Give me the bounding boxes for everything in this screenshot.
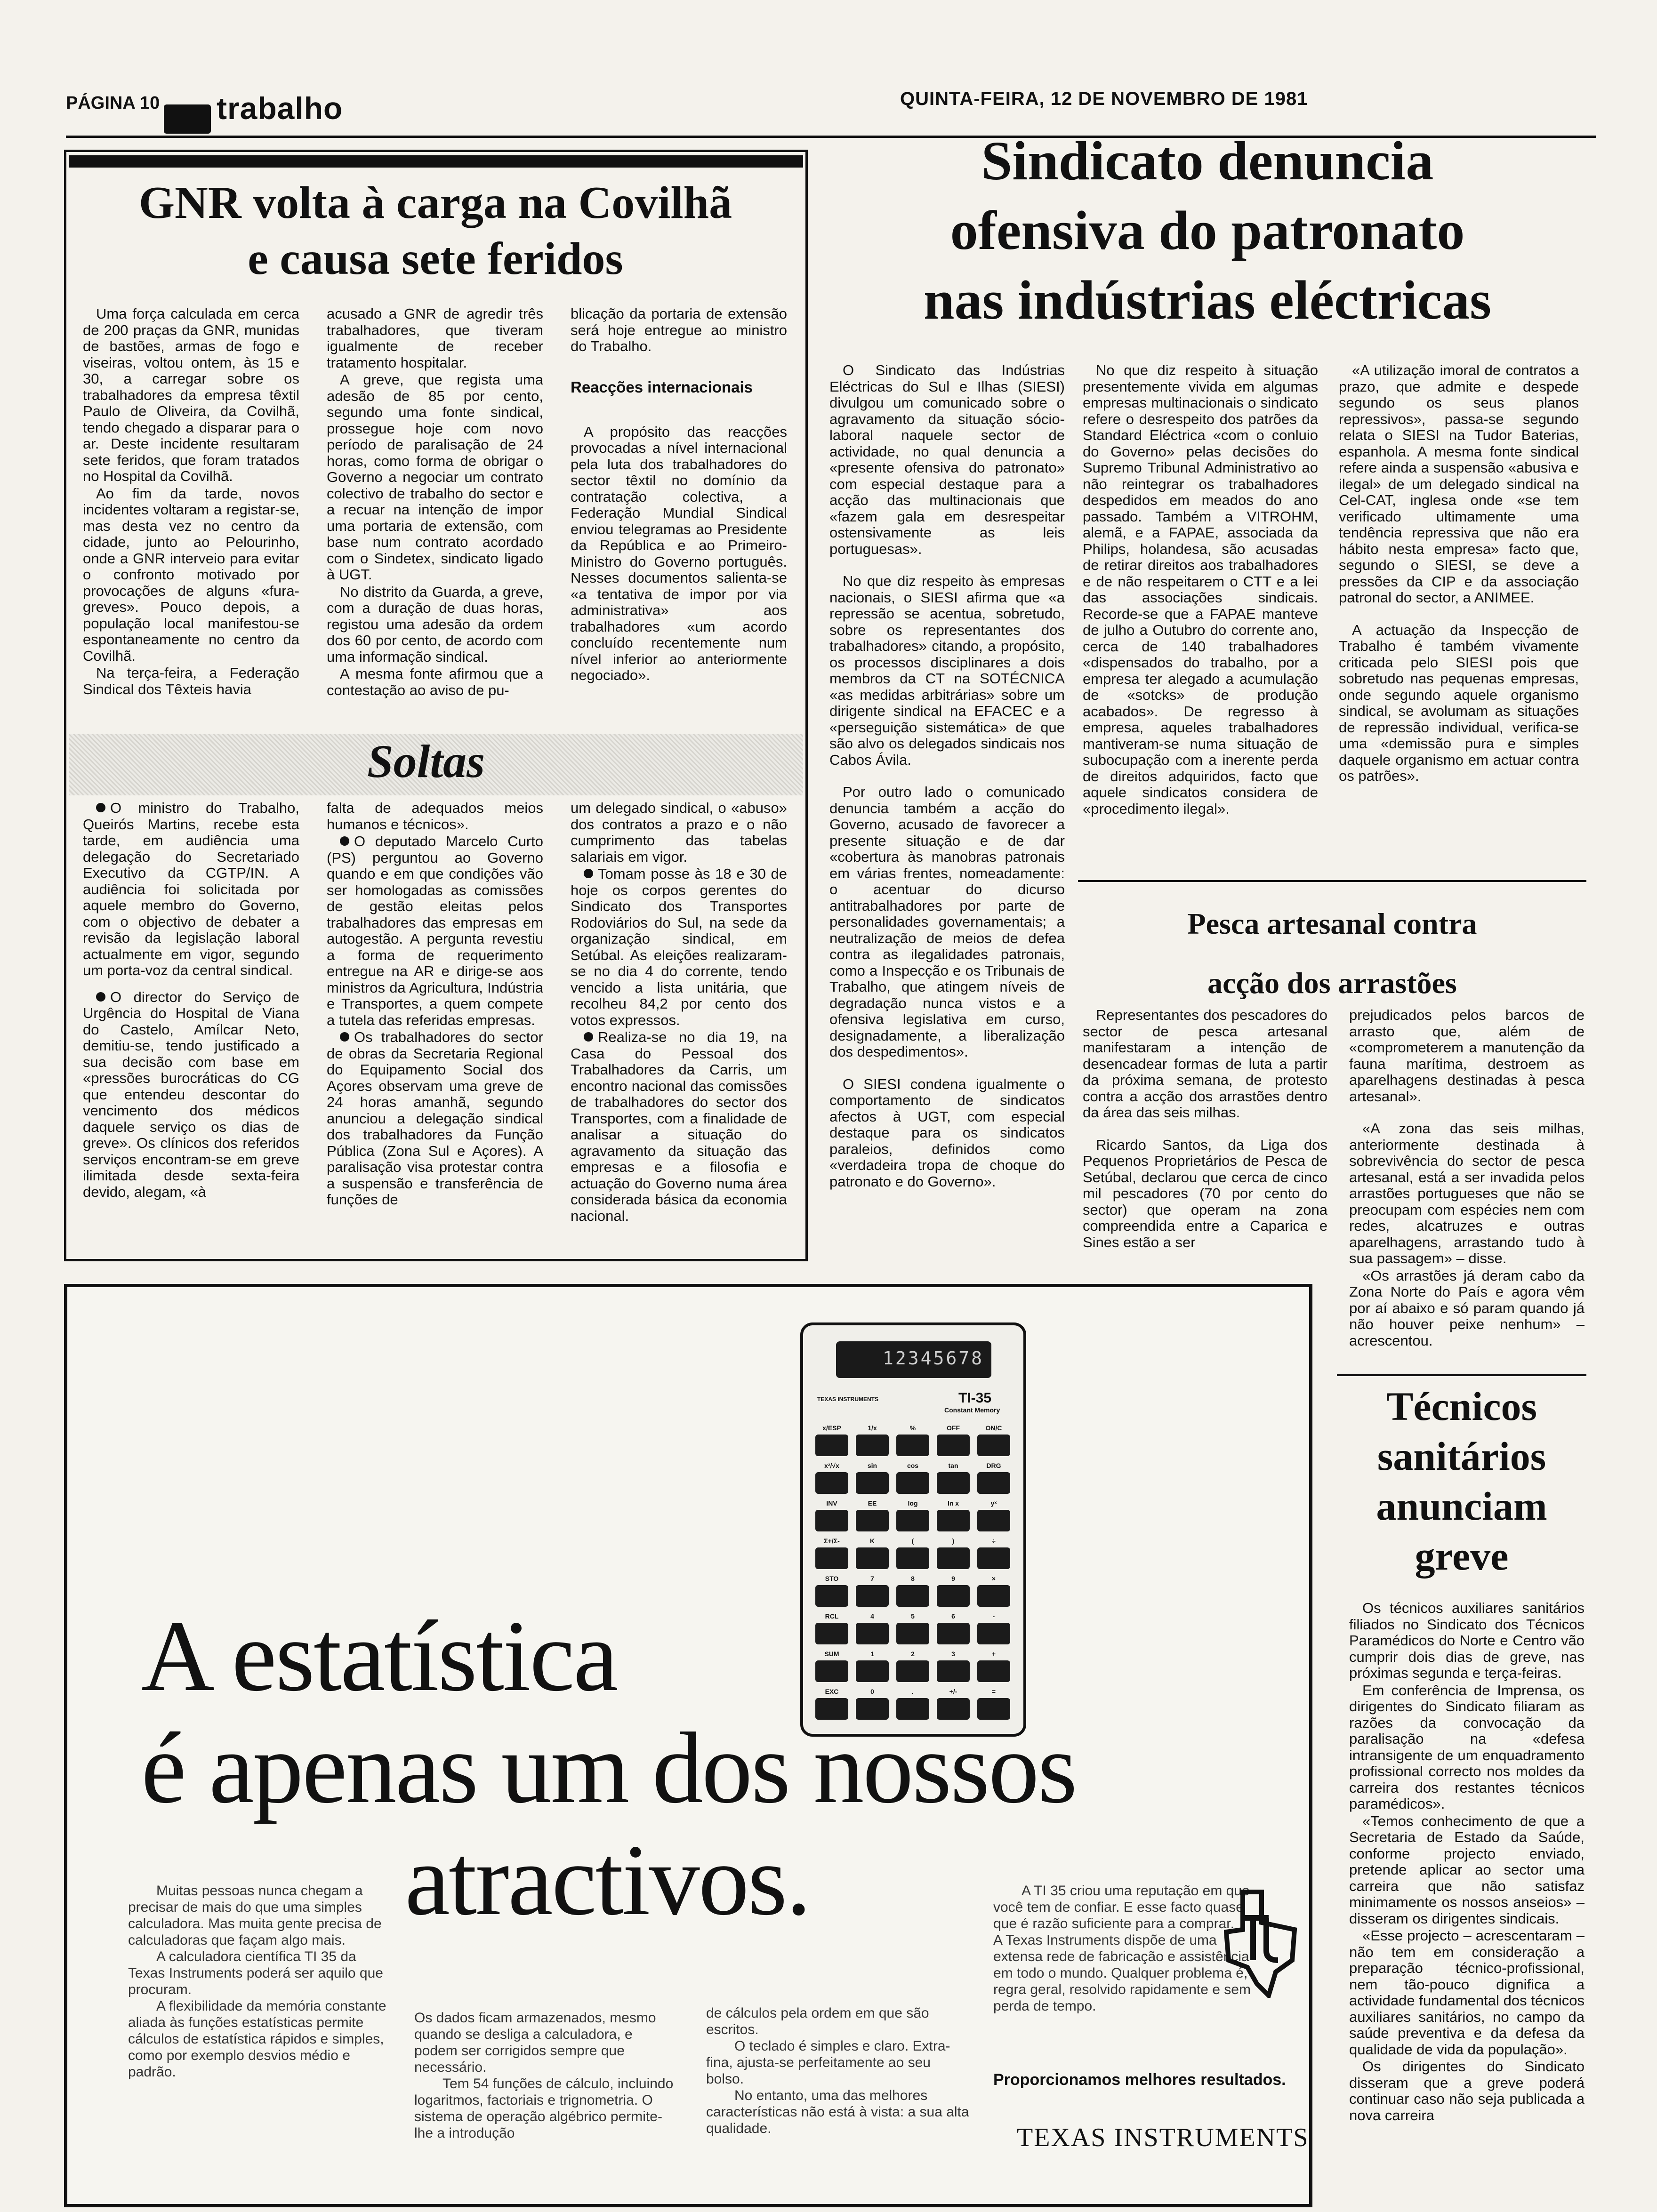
- bullet-icon: [96, 803, 105, 812]
- calculator-key-label: 1: [870, 1650, 874, 1658]
- calculator-key-label: 2: [911, 1650, 915, 1658]
- calculator-key-label: RCL: [825, 1612, 839, 1620]
- calculator-key-label: .: [912, 1688, 914, 1695]
- tecnicos-body: [1349, 1600, 1585, 2207]
- paragraph: Os dados ficam armazenados, mesmo quando se desliga a calculadora, e podem ser corrigidos sempre que necessário.: [414, 2010, 656, 2075]
- calculator-display-digits: 12345678: [882, 1348, 984, 1369]
- calculator-key: [896, 1472, 929, 1494]
- calculator-key: [896, 1510, 929, 1531]
- paragraph: «A zona das seis milhas, anteriormente destinada à sobrevivência do sector de pesca artesanal, está a ser invadida pelos arrastões portugueses que não se preocupam com espécies nem com redes, alcatruzes e outras aparelhagens, arrastando tudo à sua passagem» – disse.: [1349, 1120, 1585, 1266]
- list-item: O ministro do Trabalho, Queirós Martins, recebe esta tarde, em audiência uma delegação do Secretariado Executivo da CGTP/IN. A audiência foi solicitada por aquele membro do Governo, com o objectivo de debater a revisão da legislação laboral actualmente em vigor, segundo um porta-voz da central sindical.: [83, 800, 299, 978]
- calculator-key-label: INV: [826, 1499, 837, 1507]
- paragraph: Em conferência de Imprensa, os dirigentes do Sindicato filiaram as razões da convocação da paralisação na «defesa intransigente de um enquadramento profissional correcto nos moldes da carreira dos restantes técnicos paramédicos».: [1349, 1682, 1585, 1812]
- calculator-key-label: K: [869, 1537, 875, 1545]
- section-title: trabalho: [217, 91, 343, 126]
- calculator-key-label: EE: [868, 1499, 877, 1507]
- calculator-key: [815, 1547, 848, 1569]
- pesca-top-rule: [1078, 880, 1586, 882]
- calculator-maker: TEXAS INSTRUMENTS: [817, 1396, 879, 1403]
- texas-instruments-logo-icon: [1224, 1890, 1299, 1998]
- calculator-model-sub: Constant Memory: [944, 1406, 1000, 1414]
- paragraph: de cálculos pela ordem em que são escritos.: [706, 2005, 929, 2037]
- paragraph: O teclado é simples e claro. Extra-fina, ajusta-se perfeitamente ao seu bolso.: [706, 2038, 950, 2087]
- calculator-key: [856, 1472, 889, 1494]
- paragraph: A Texas Instruments dispõe de uma extensa rede de fabricação e assistência em todo o mundo. Qualquer problema é, regra geral, resolvido rapidamente e sem perda de tempo.: [993, 1932, 1251, 2014]
- ad-column-2: [414, 2010, 678, 2198]
- calculator-display: [836, 1341, 991, 1378]
- ad-column-4: [993, 1883, 1257, 2071]
- siesi-title: Sindicato denuncia ofensiva do patronato nas indústrias eléctricas: [923, 130, 1492, 331]
- siesi-column-2: [1083, 362, 1318, 861]
- calculator-model: TI-35: [958, 1390, 992, 1406]
- calculator-key: [856, 1510, 889, 1531]
- calculator-key-label: ): [952, 1537, 955, 1545]
- page-label: PÁGINA 10: [66, 93, 160, 113]
- paragraph: No distrito da Guarda, a greve, com a duração de duas horas, registou uma adesão da ordem dos 60 por cento, de acordo com uma informação sindical.: [327, 583, 543, 665]
- paragraph: O SIESI condena igualmente o comportamento de sindicatos afectos à UGT, com especial destaque para os sindicatos paraleios, definidos como «verdadeira tropa de choque do patronato e do Governo».: [829, 1075, 1065, 1190]
- calculator-key-label: DRG: [986, 1462, 1001, 1469]
- paragraph: A propósito das reacções provocadas a nível internacional pela luta dos trabalhadores do sector têxtil no domínio da contratação colectiva, a Federação Mundial Sindical enviou telegramas ao Presidente da República e ao Primeiro-Ministro do Governo português. Nesses documentos salienta-se «a tentativa de impor por via administrativa» aos trabalhadores «um acordo concluído recentemente num nível inferior ao anteriormente negociado».: [571, 423, 787, 683]
- soltas-column-2: [327, 800, 543, 1252]
- calculator-key: [937, 1435, 970, 1456]
- calculator-key-label: 6: [951, 1612, 955, 1620]
- calculator-key-label: 9: [951, 1575, 955, 1582]
- calculator-key-label: ×: [991, 1575, 996, 1582]
- paragraph: Os dirigentes do Sindicato disseram que a greve poderá continuar caso não seja publicada a nova carreira: [1349, 2058, 1585, 2124]
- calculator-key-label: x²/√x: [824, 1462, 839, 1469]
- header-date: QUINTA-FEIRA, 12 DE NOVEMBRO DE 1981: [900, 88, 1308, 109]
- calculator-key-label: ÷: [992, 1537, 996, 1545]
- calculator-key: [815, 1472, 848, 1494]
- calculator-key-label: x/ESP: [822, 1424, 841, 1432]
- ad-column-1: [128, 1883, 392, 2193]
- calculator-key: [815, 1435, 848, 1456]
- paragraph: «Temos conhecimento de que a Secretaria de Estado da Saúde, conforme projecto enviado, pretende aplicar ao sector uma carreira que não satisfaz minimamente os nossos anseios» – disseram os dirigentes sindicais.: [1349, 1812, 1585, 1927]
- calculator-key-label: 7: [870, 1575, 874, 1582]
- calculator-key-label: 5: [911, 1612, 915, 1620]
- paragraph: A mesma fonte afirmou que a contestação ao aviso de pu-: [327, 665, 543, 698]
- calculator-key-label: 3: [951, 1650, 955, 1658]
- pesca-column-1: [1083, 1007, 1327, 1261]
- calculator-key-label: ON/C: [985, 1424, 1002, 1432]
- calculator-key: [896, 1435, 929, 1456]
- paragraph: A TI 35 criou uma reputação em que você tem de confiar. E esse facto quase que é razão suficiente para a comprar.: [993, 1883, 1250, 1931]
- paragraph: Tem 54 funções de cálculo, incluindo logaritmos, factoriais e trignometria. O sistema de operação algébrico permite-lhe a introdução: [414, 2076, 674, 2141]
- calculator-key: [977, 1510, 1010, 1531]
- calculator-key: [977, 1547, 1010, 1569]
- calculator-key-label: log: [908, 1499, 918, 1507]
- calculator-key-label: ln x: [947, 1499, 959, 1507]
- siesi-column-3: [1339, 362, 1579, 861]
- paragraph: Ricardo Santos, da Liga dos Pequenos Proprietários de Pesca de Setúbal, declarou que cerca de cinco mil pescadores (70 por cento do sector) que operam na zona compreendida entre a Caparica e Sines estão a ser: [1083, 1136, 1327, 1250]
- paragraph: Na terça-feira, a Federação Sindical dos Têxteis havia: [83, 665, 299, 697]
- calculator-key-label: tan: [948, 1462, 958, 1469]
- paragraph: «Esse projecto – acrescentaram – não tem em consideração a preparação técnico-profissional, nem tão-pouco dignifica a actividade fundamental dos técnicos auxiliares sanitários, no campo da saúde preventiva e da defesa da qualidade de vida da população».: [1349, 1927, 1585, 2058]
- ad-brand: TEXAS INSTRUMENTS: [1017, 2123, 1309, 2152]
- gnr-title: GNR volta à carga na Covilhã e causa sete feridos: [138, 177, 732, 284]
- ad-slogan: Proporcionamos melhores resultados.: [993, 2071, 1286, 2089]
- gnr-column-3: [571, 306, 787, 729]
- tecnicos-top-rule: [1337, 1374, 1586, 1376]
- paragraph: Os técnicos auxiliares sanitários filiados no Sindicato dos Técnicos Paramédicos do Norte e Centro vão cumprir dois dias de greve, nas próximas segunda e terça-feiras.: [1349, 1600, 1585, 1681]
- calculator-key-label: -: [992, 1612, 995, 1620]
- calculator-key-label: 4: [870, 1612, 874, 1620]
- soltas-title: Soltas: [367, 735, 485, 787]
- calculator-key-label: +: [991, 1650, 996, 1658]
- bullet-icon: [96, 992, 105, 1002]
- gnr-column-1: [83, 306, 299, 729]
- calculator-key-label: 0: [870, 1688, 874, 1695]
- bullet-icon: [340, 1032, 349, 1042]
- calculator-key: [896, 1547, 929, 1569]
- calculator-key-label: (: [911, 1537, 914, 1545]
- paragraph: O Sindicato das Indústrias Eléctricas do Sul e Ilhas (SIESI) divulgou um comunicado sobre o agravamento da situação sócio-laboral naquele sector de actividade, no qual denuncia a «presente ofensiva do patronato» com especial destaque para a acção das multinacionais que «fazem gala em desrespeitar ostensivamente as leis portuguesas».: [829, 362, 1065, 557]
- calculator-key-label: yˣ: [990, 1499, 997, 1507]
- pesca-column-2: [1349, 1007, 1585, 1365]
- calculator-key-label: =: [991, 1688, 996, 1695]
- paragraph: «A utilização imoral de contratos a prazo, que admite e despede segundo os seus planos repressivos», passa-se segundo relata o SIESI na Tudor Baterias, espanhola. A mesma fonte sindical refere ainda a suspensão «abusiva e ilegal» de um delegado sindical na Cel-CAT, inglesa onde «se tem verificado ultimamente uma tendência repressiva que não era hábito nesta empresa» facto que, segundo o SIESI, se deve a pressões da CIP e da associação patronal do sector, a ANIMEE.: [1339, 362, 1579, 606]
- calculator-key: [977, 1472, 1010, 1494]
- ad-headline: A estatística é apenas um dos nossos atractivos.: [141, 1600, 1076, 1936]
- paragraph: «Os arrastões já deram cabo da Zona Norte do País e agora vêm por aí abaixo e só param quando já não houver peixe nenhum» – acrescentou.: [1349, 1267, 1585, 1349]
- calculator-key-label: %: [909, 1424, 916, 1432]
- ad-column-3: [706, 2005, 970, 2193]
- tecnicos-title: Técnicos sanitários anunciam greve: [1376, 1384, 1547, 1579]
- calculator-key-label: cos: [907, 1462, 919, 1469]
- calculator-key: [937, 1547, 970, 1569]
- page-header: [61, 61, 1605, 136]
- gnr-top-bar: [69, 155, 803, 168]
- section-logo-box: [164, 104, 211, 134]
- paragraph: um delegado sindical, o «abuso» dos contratos a prazo e o não cumprimento das tabelas salariais em vigor.: [571, 800, 787, 865]
- calculator-key: [937, 1510, 970, 1531]
- calculator-key-label: EXC: [825, 1688, 839, 1695]
- bullet-icon: [584, 869, 593, 878]
- paragraph: No entanto, uma das melhores características não está à vista: a sua alta qualidade.: [706, 2088, 969, 2136]
- paragraph: Representantes dos pescadores do sector de pesca artesanal manifestaram a intenção de desencadear formas de luta a partir da próxima semana, de protesto contra a acção dos arrastões dentro da área das seis milhas.: [1083, 1007, 1327, 1121]
- calculator-key-label: STO: [825, 1575, 839, 1582]
- paragraph: falta de adequados meios humanos e técnicos».: [327, 800, 543, 833]
- calculator-key-label: 1/x: [868, 1424, 877, 1432]
- list-item: Tomam posse às 18 e 30 de hoje os corpos gerentes do Sindicato dos Transportes Rodoviários do Sul, na sede da organização sindical, em Setúbal. As eleições realizaram-se no dia 4 do corrente, tendo vencido a lista unitária, que recolheu 84,2 por cento dos votos expressos.: [571, 866, 787, 1028]
- calculator-key-label: sin: [867, 1462, 877, 1469]
- paragraph: Ao fim da tarde, novos incidentes voltaram a registar-se, mas desta vez no centro da cidade, junto ao Pelourinho, onde a GNR interveio para evitar o confronto motivado por provocações de alguns «fura-greves». Pouco depois, a população local manifestou-se espontaneamente no centro da Covilhã.: [83, 485, 299, 664]
- paragraph: blicação da portaria de extensão será hoje entregue ao ministro do Trabalho.: [571, 306, 787, 354]
- paragraph: A flexibilidade da memória constante aliada às funções estatísticas permite cálculos de estatística rápidos e simples, como por exemplo desvios médio e padrão.: [128, 1998, 386, 2080]
- paragraph: No que diz respeito às empresas nacionais, o SIESI afirma que «a repressão se acentua, sobretudo, sobre os representantes dos trabalhadores» citando, a propósito, os processos disciplinares a dois membros da CT na SOTÉCNICA «as medidas arbitrárias» sobre um dirigente sindical na EFACEC e a «perseguição sistemática» de que são alvo os delegados sindicais nos Cabos Ávila.: [829, 573, 1065, 768]
- calculator-key: [856, 1547, 889, 1569]
- paragraph: A calculadora científica TI 35 da Texas Instruments poderá ser aquilo que procuram.: [128, 1949, 383, 1997]
- gnr-column-2: [327, 306, 543, 729]
- calculator-key-label: OFF: [947, 1424, 960, 1432]
- paragraph: Uma força calculada em cerca de 200 praças da GNR, munidas de bastões, armas de fogo e viseiras, voltou ontem, às 15 e 30, a carregar sobre os trabalhadores da empresa têxtil Paulo de Oliveira, da Covilhã, tendo chegado a disparar para o ar. Deste incidente resultaram sete feridos, que foram tratados no Hospital da Covilhã.: [83, 306, 299, 484]
- paragraph: No que diz respeito à situação presentemente vivida em algumas empresas multinacionais o sindicato refere o desrespeito dos patrões da Standard Eléctrica «com o conluio do Governo» pelas decisões do Supremo Tribunal Administrativo ao não reintegrar os trabalhadores despedidos em meados do ano passado. Também a VITROHM, alemã, e a FAPAE, associada da Philips, holandesa, são acusadas de retirar direitos aos trabalhadores e de não respeitarem o CTT e a lei das associações sindicais. Recorde-se que a FAPAE manteve de julho a Outubro do corrente ano, cerca de 140 trabalhadores «dispensados do trabalho, por a empresa ter alegado a acumulação de «sotcks» de produção acabados». De regresso à empresa, aqueles trabalhadores mantiveram-se numa situação de subocupação com a inerente perda de direitos adquiridos, facto que aquele sindicatos considera de «procedimento ilegal».: [1083, 362, 1318, 817]
- soltas-column-1: [83, 800, 299, 1252]
- calculator-key-label: 8: [911, 1575, 915, 1582]
- list-item: O director do Serviço de Urgência do Hospital de Viana do Castelo, Amílcar Neto, demitiu-se, tendo justificado a sua decisão com base em «pressões burocráticas do CG que entendeu descontar do vencimento dos médicos daquele serviço os dias de greve». Os clínicos dos referidos serviços encontram-se em greve ilimitada desde sexta-feira devido, alegam, «à: [83, 988, 299, 1200]
- list-item: Realiza-se no dia 19, na Casa do Pessoal dos Trabalhadores da Carris, um encontro nacional das comissões de trabalhadores do sector dos Transportes, com a finalidade de analisar a situação do agravamento da situação das empresas e a filosofia e actuação do Governo numa área considerada básica da economia nacional.: [571, 1029, 787, 1224]
- gnr-subhead: Reacções internacionais: [571, 378, 753, 396]
- list-item: Os trabalhadores do sector de obras da Secretaria Regional do Equipamento Social dos Açores observam uma greve de 24 horas amanhã, segundo anunciou a delegação sindical dos trabalhadores da Função Pública (Zona Sul e Açores). A paralisação visa protestar contra a suspensão e transferência de funções de: [327, 1029, 543, 1208]
- paragraph: acusado a GNR de agredir três trabalhadores, que tiveram igualmente de receber tratamento hospitalar.: [327, 306, 543, 371]
- calculator-key: [815, 1510, 848, 1531]
- bullet-icon: [584, 1032, 593, 1042]
- calculator-key-label: +/-: [949, 1688, 957, 1695]
- pesca-title: Pesca artesanal contra acção dos arrastões: [1187, 907, 1477, 1000]
- siesi-column-1: [829, 362, 1065, 1271]
- calculator-key: [856, 1435, 889, 1456]
- soltas-column-3: [571, 800, 787, 1252]
- paragraph: A actuação da Inspecção de Trabalho é também vivamente criticada pelo SIESI pois que sobretudo nas pequenas empresas, onde segundo aquele organismo sindical, se avolumam as situações de repressão individual, verifica-se uma «demissão pura e simples daquele organismo em actuar contra os patrões».: [1339, 621, 1579, 784]
- paragraph: Por outro lado o comunicado denuncia também a acção do Governo, acusado de favorecer a presente situação e de dar «cobertura às manobras patronais em várias frentes, nomeadamente: o acentuar do dicurso antitrabalhadores por parte de personalidades governamentais; a neutralização de meios de defea contra as ilegalidades patronais, como a Inspecção e os Tribunais de Trabalho, que atingem níveis de degradação nunca vistos e a ofensiva legislativa em curso, designadamente, a liberalização dos despedimentos».: [829, 784, 1065, 1060]
- calculator-key-label: Σ+/Σ-: [824, 1537, 840, 1545]
- paragraph: A greve, que regista uma adesão de 85 por cento, segundo uma fonte sindical, prossegue hoje com novo período de paralisação de 24 horas, como forma de obrigar o Governo a negociar um contrato colectivo de trabalho do sector e a recuar na intenção de impor uma portaria de extensão, com base num contrato acordado com o Sindetex, sindicato ligado à UGT.: [327, 371, 543, 583]
- bullet-icon: [340, 836, 349, 846]
- calculator-key: [977, 1435, 1010, 1456]
- paragraph: prejudicados pelos barcos de arrasto que, além de «comprometerem a manutenção da fauna marítima, destroem as aparelhagens destinadas à pesca artesanal».: [1349, 1007, 1585, 1105]
- paragraph: Muitas pessoas nunca chegam a precisar de mais do que uma simples calculadora. Mas muita gente precisa de calculadoras que façam algo mais.: [128, 1883, 382, 1948]
- list-item: O deputado Marcelo Curto (PS) perguntou ao Governo quando e em que condições vão ser homologadas as comissões de gestão eleitas pelos trabalhadores das empresas em autogestão. A pergunta revestiu a forma de requerimento entregue na AR e dirige-se aos ministros da Agricultura, Indústria e Transportes, a quem compete a tutela das referidas empresas.: [327, 833, 543, 1028]
- calculator-key: [937, 1472, 970, 1494]
- calculator-key-label: SUM: [824, 1650, 839, 1658]
